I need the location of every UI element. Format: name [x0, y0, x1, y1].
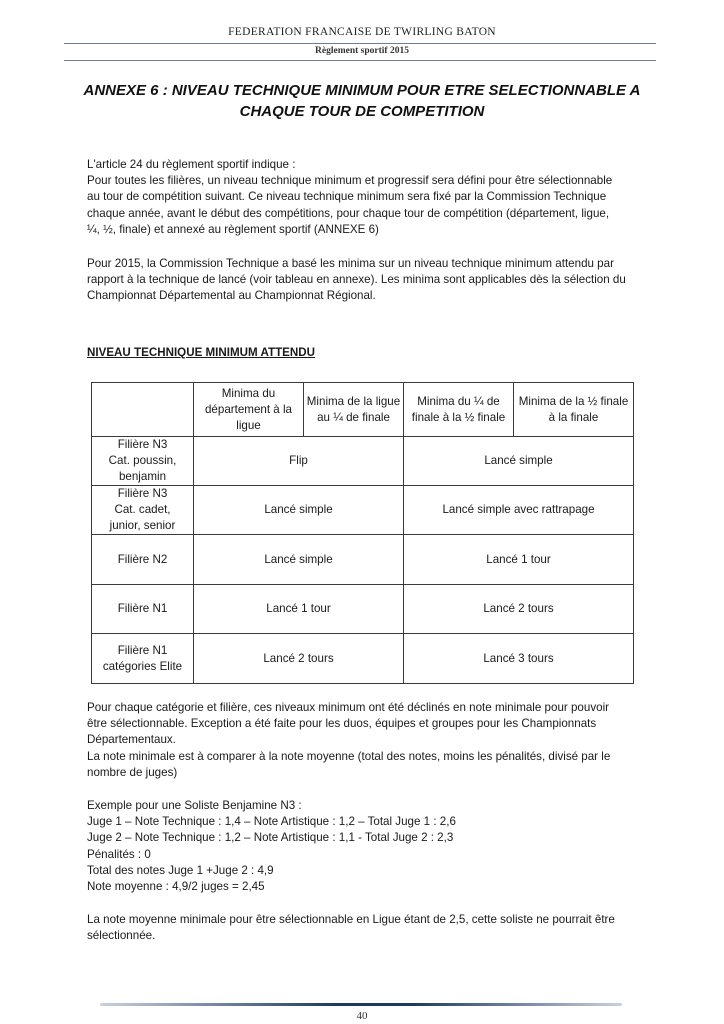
conclusion-line: sélectionnée.	[87, 929, 156, 943]
table-row	[92, 634, 634, 684]
row-label	[92, 585, 194, 634]
example-line: Juge 2 – Note Technique : 1,2 – Note Artistique : 1,1 - Total Juge 2 : 2,3	[87, 831, 454, 845]
minima-cell-right: Lancé 2 tours	[404, 585, 634, 634]
example-line: Juge 1 – Note Technique : 1,4 – Note Artistique : 1,2 – Total Juge 1 : 2,6	[87, 815, 456, 829]
column-header: Minima de la ½ finale à la finale	[514, 383, 634, 437]
minima-cell-right: Lancé 1 tour	[404, 535, 634, 585]
column-header: Minima du ¼ de finale à la ½ finale	[404, 383, 514, 437]
row-label-line: catégories Elite	[102, 659, 183, 673]
row-label-line: Cat. poussin,	[108, 454, 177, 467]
basis-line: Pour 2015, la Commission Technique a basé les minima sur un niveau technique minimum attendu par	[87, 257, 614, 270]
intro-paragraph	[87, 157, 662, 238]
row-label-line: junior, senior	[109, 519, 176, 532]
intro-line: L'article 24 du règlement sportif indique :	[87, 158, 296, 171]
row-label	[92, 486, 194, 535]
note-line: Pour chaque catégorie et filière, ces niveaux minimum ont été déclinés en note minimale pour pouvoir	[87, 701, 610, 714]
row-label-line: benjamin	[118, 470, 167, 483]
minima-cell-left: Lancé simple	[194, 486, 404, 535]
table-corner-cell	[92, 383, 194, 437]
minima-cell-left: Flip	[194, 437, 404, 486]
row-label	[92, 535, 194, 585]
note-line: La note minimale est à comparer à la note moyenne (total des notes, moins les pénalités, divisé par le	[87, 749, 611, 763]
row-label-line: Filière N1	[117, 602, 168, 615]
page-number: 40	[356, 1010, 368, 1022]
example-line: Pénalités : 0	[87, 847, 151, 861]
conclusion-line: La note moyenne minimale pour être sélectionnable en Ligue étant de 2,5, cette soliste ne pourrait être	[87, 913, 615, 926]
note-line: Départementaux.	[87, 733, 176, 747]
table-row	[92, 535, 634, 585]
header-title: FEDERATION FRANCAISE DE TWIRLING BATON	[228, 26, 496, 38]
example-line: Exemple pour une Soliste Benjamine N3 :	[87, 799, 302, 812]
header-divider-lower	[64, 60, 656, 61]
table-row	[92, 486, 634, 535]
example-line: Note moyenne : 4,9/2 juges = 2,45	[87, 880, 265, 894]
row-label-line: Filière N3	[117, 438, 168, 451]
minima-table	[91, 382, 634, 684]
table-header-row	[92, 383, 634, 437]
intro-line: au tour de compétition suivant. Ce niveau technique minimum sera fixé par la Commission Technique	[87, 190, 607, 204]
basis-paragraph	[87, 256, 662, 305]
footer-divider	[100, 1003, 622, 1006]
section-heading: NIVEAU TECHNIQUE MINIMUM ATTENDU	[87, 346, 316, 359]
example-line: Total des notes Juge 1 +Juge 2 : 4,9	[87, 863, 274, 877]
basis-line: rapport à la technique de lancé (voir tableau en annexe). Les minima sont applicables dès la sélection du	[87, 273, 626, 287]
note-line: nombre de juges)	[87, 765, 178, 779]
minima-cell-right: Lancé simple avec rattrapage	[404, 486, 634, 535]
minima-cell-left: Lancé 2 tours	[194, 634, 404, 684]
row-label-line: Filière N1	[117, 643, 168, 657]
annex-title	[60, 80, 664, 122]
column-header: Minima de la ligue au ¼ de finale	[304, 383, 404, 437]
table-row	[92, 585, 634, 634]
table-row	[92, 437, 634, 486]
intro-line: chaque année, avant le début des compétitions, pour chaque tour de compétition (département, ligue,	[87, 206, 610, 220]
row-label-line: Filière N2	[117, 552, 168, 566]
column-header: Minima du département à la ligue	[194, 383, 304, 437]
header-subtitle: Règlement sportif 2015	[315, 46, 409, 56]
minima-cell-right: Lancé 3 tours	[404, 634, 634, 684]
row-label	[92, 634, 194, 684]
header-divider	[64, 43, 656, 44]
example-paragraph	[87, 798, 662, 895]
row-label-line: Cat. cadet,	[114, 503, 171, 516]
row-label	[92, 437, 194, 486]
intro-line: Pour toutes les filières, un niveau technique minimum et progressif sera défini pour être sélectionnable	[87, 174, 613, 188]
annex-title-line: ANNEXE 6 : NIVEAU TECHNIQUE MINIMUM POUR ETRE SELECTIONNABLE A	[83, 82, 641, 99]
note-paragraph	[87, 700, 662, 781]
note-line: être sélectionnable. Exception a été faite pour les duos, équipes et groupes pour les Championnats	[87, 717, 597, 731]
basis-line: Championnat Départemental au Championnat Régional.	[87, 289, 376, 303]
minima-cell-left: Lancé simple	[194, 535, 404, 585]
intro-line: ¼, ½, finale) et annexé au règlement sportif (ANNEXE 6)	[87, 222, 379, 236]
conclusion-paragraph	[87, 912, 662, 944]
annex-title-line: CHAQUE TOUR DE COMPETITION	[239, 103, 485, 120]
minima-cell-left: Lancé 1 tour	[194, 585, 404, 634]
row-label-line: Filière N3	[117, 487, 168, 500]
minima-cell-right: Lancé simple	[404, 437, 634, 486]
